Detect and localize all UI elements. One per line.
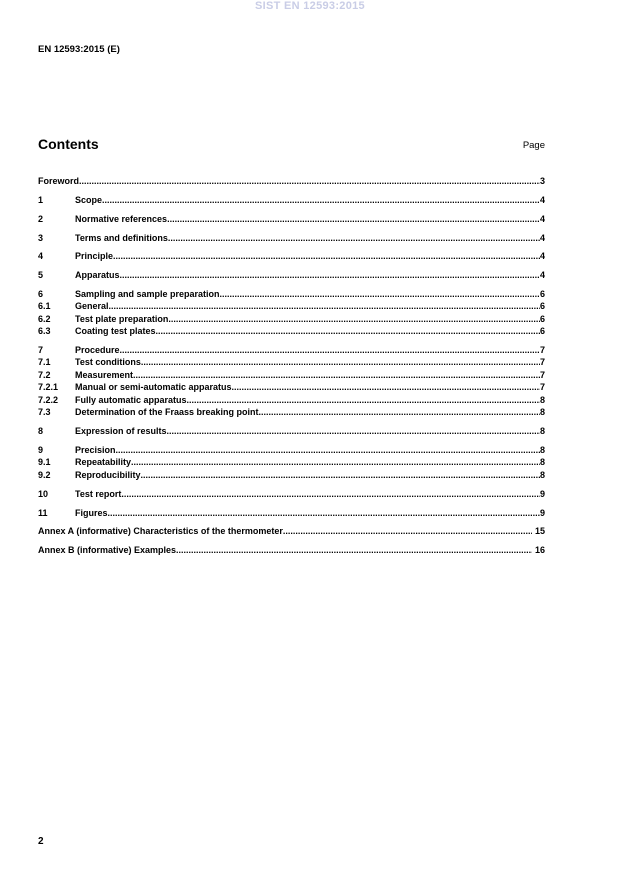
contents-heading: Contents bbox=[38, 136, 99, 152]
toc-entry-number: 2 bbox=[38, 214, 44, 224]
toc-entry-title: Sampling and sample preparation bbox=[75, 289, 220, 299]
toc-dot-leader bbox=[168, 313, 540, 325]
toc-entry-title: Test conditions bbox=[75, 357, 141, 367]
toc-dot-leader bbox=[120, 344, 540, 356]
toc-dot-leader bbox=[141, 356, 540, 368]
toc-entry[interactable] bbox=[38, 488, 545, 500]
toc-entry[interactable] bbox=[38, 175, 545, 187]
toc-entry-title: Annex A (informative) Characteristics of the thermometer bbox=[38, 526, 283, 536]
toc-entry-page: 8 bbox=[539, 457, 545, 467]
toc-dot-leader bbox=[121, 488, 540, 500]
toc-entry[interactable] bbox=[38, 313, 545, 325]
toc-entry[interactable] bbox=[38, 525, 545, 537]
toc-entry-page: 4 bbox=[539, 233, 545, 243]
toc-dot-leader bbox=[131, 456, 540, 468]
toc-entry-page: 8 bbox=[539, 445, 545, 455]
toc-entry-title: Scope bbox=[75, 195, 103, 205]
toc-dot-leader bbox=[133, 369, 540, 381]
document-id: EN 12593:2015 (E) bbox=[38, 44, 120, 55]
toc-entry[interactable] bbox=[38, 300, 545, 312]
toc-entry-number: 9 bbox=[38, 445, 44, 455]
toc-entry[interactable] bbox=[38, 250, 545, 262]
toc-entry-title: Test report bbox=[75, 489, 122, 499]
toc-entry-title: Fully automatic apparatus bbox=[75, 395, 187, 405]
toc-entry[interactable] bbox=[38, 544, 545, 556]
toc-entry-number: 7.1 bbox=[38, 357, 51, 367]
toc-entry[interactable] bbox=[38, 456, 545, 468]
toc-entry-page: 7 bbox=[539, 382, 545, 392]
toc-dot-leader bbox=[187, 394, 540, 406]
toc-entry[interactable] bbox=[38, 444, 545, 456]
watermark: SIST EN 12593:2015 bbox=[255, 0, 365, 12]
toc-entry[interactable] bbox=[38, 507, 545, 519]
toc-entry-page: 6 bbox=[539, 289, 545, 299]
toc-entry-page: 9 bbox=[539, 489, 545, 499]
toc-dot-leader bbox=[120, 269, 540, 281]
toc-entry-number: 6.1 bbox=[38, 301, 51, 311]
toc-entry-number: 6.2 bbox=[38, 314, 51, 324]
toc-entry-page: 6 bbox=[539, 301, 545, 311]
toc-dot-leader bbox=[168, 232, 540, 244]
toc-entry-page: 7 bbox=[539, 370, 545, 380]
toc-entry[interactable] bbox=[38, 213, 545, 225]
toc-entry-page: 4 bbox=[539, 214, 545, 224]
toc-dot-leader bbox=[167, 213, 540, 225]
toc-entry-title: Apparatus bbox=[75, 270, 120, 280]
toc-entry-number: 7.2.1 bbox=[38, 382, 59, 392]
toc-entry-page: 7 bbox=[539, 357, 545, 367]
toc-entry-title: Terms and definitions bbox=[75, 233, 168, 243]
toc-entry-page: 6 bbox=[539, 326, 545, 336]
toc-entry-page: 8 bbox=[539, 470, 545, 480]
toc-entry-number: 7 bbox=[38, 345, 44, 355]
toc-entry[interactable] bbox=[38, 325, 545, 337]
toc-entry-title: Principle bbox=[75, 251, 114, 261]
toc-entry-page: 8 bbox=[539, 407, 545, 417]
toc-entry[interactable] bbox=[38, 381, 545, 393]
toc-entry-title: Normative references bbox=[75, 214, 168, 224]
toc-entry-page: 6 bbox=[539, 314, 545, 324]
toc-entry-number: 7.2 bbox=[38, 370, 51, 380]
toc-dot-leader bbox=[109, 300, 540, 312]
toc-entry-number: 8 bbox=[38, 426, 44, 436]
toc-entry-title: Manual or semi-automatic apparatus bbox=[75, 382, 232, 392]
toc-entry-page: 8 bbox=[539, 395, 545, 405]
toc-entry-title: Procedure bbox=[75, 345, 120, 355]
toc-entry[interactable] bbox=[38, 288, 545, 300]
toc-entry-title: Test plate preparation bbox=[75, 314, 169, 324]
toc-entry[interactable] bbox=[38, 194, 545, 206]
toc-entry-title: Precision bbox=[75, 445, 116, 455]
toc-dot-leader bbox=[220, 288, 540, 300]
toc-dot-leader bbox=[102, 194, 540, 206]
toc-dot-leader bbox=[283, 525, 532, 537]
toc-entry-number: 4 bbox=[38, 251, 44, 261]
toc-dot-leader bbox=[116, 444, 540, 456]
toc-dot-leader bbox=[176, 544, 532, 556]
toc-entry-page: 4 bbox=[539, 195, 545, 205]
toc-entry-number: 5 bbox=[38, 270, 44, 280]
toc-entry-number: 10 bbox=[38, 489, 49, 499]
toc-entry[interactable] bbox=[38, 469, 545, 481]
toc-entry-title: Figures bbox=[75, 508, 108, 518]
toc-entry-title: Foreword bbox=[38, 176, 80, 186]
toc-entry-number: 3 bbox=[38, 233, 44, 243]
toc-entry-title: Expression of results bbox=[75, 426, 167, 436]
page-number: 2 bbox=[38, 836, 44, 847]
toc-entry[interactable] bbox=[38, 394, 545, 406]
toc-entry[interactable] bbox=[38, 425, 545, 437]
toc-entry-number: 9.2 bbox=[38, 470, 51, 480]
toc-dot-leader bbox=[113, 250, 540, 262]
toc-dot-leader bbox=[79, 175, 540, 187]
toc-entry-title: Repeatability bbox=[75, 457, 132, 467]
toc-entry[interactable] bbox=[38, 406, 545, 418]
toc-entry-page: 16 bbox=[534, 545, 545, 555]
toc-dot-leader bbox=[108, 507, 540, 519]
toc-entry-page: 7 bbox=[539, 345, 545, 355]
toc-entry[interactable] bbox=[38, 269, 545, 281]
toc-entry-page: 8 bbox=[539, 426, 545, 436]
toc-entry-number: 6 bbox=[38, 289, 44, 299]
page-column-label: Page bbox=[522, 140, 545, 151]
toc-dot-leader bbox=[232, 381, 540, 393]
toc-entry-number: 6.3 bbox=[38, 326, 51, 336]
toc-entry-number: 11 bbox=[38, 508, 48, 518]
toc-entry-number: 7.3 bbox=[38, 407, 51, 417]
toc-entry[interactable] bbox=[38, 344, 545, 356]
toc-entry-title: Determination of the Fraass breaking point bbox=[75, 407, 259, 417]
toc-entry-title: Reproducibility bbox=[75, 470, 141, 480]
toc-dot-leader bbox=[156, 325, 540, 337]
toc-entry-page: 15 bbox=[534, 526, 545, 536]
toc-entry-title: Measurement bbox=[75, 370, 134, 380]
toc-entry-number: 9.1 bbox=[38, 457, 51, 467]
toc-entry[interactable] bbox=[38, 356, 545, 368]
toc-dot-leader bbox=[259, 406, 540, 418]
toc-entry-page: 3 bbox=[539, 176, 545, 186]
toc-entry-number: 7.2.2 bbox=[38, 395, 59, 405]
toc-entry[interactable] bbox=[38, 369, 545, 381]
toc-entry-title: Annex B (informative) Examples bbox=[38, 545, 177, 555]
toc-entry-page: 4 bbox=[539, 251, 545, 261]
toc-entry-page: 4 bbox=[539, 270, 545, 280]
toc-entry-number: 1 bbox=[38, 195, 44, 205]
toc-entry-title: General bbox=[75, 301, 109, 311]
toc-entry-title: Coating test plates bbox=[75, 326, 156, 336]
toc-dot-leader bbox=[167, 425, 540, 437]
toc-entry[interactable] bbox=[38, 232, 545, 244]
toc-dot-leader bbox=[141, 469, 540, 481]
toc-entry-page: 9 bbox=[539, 508, 545, 518]
